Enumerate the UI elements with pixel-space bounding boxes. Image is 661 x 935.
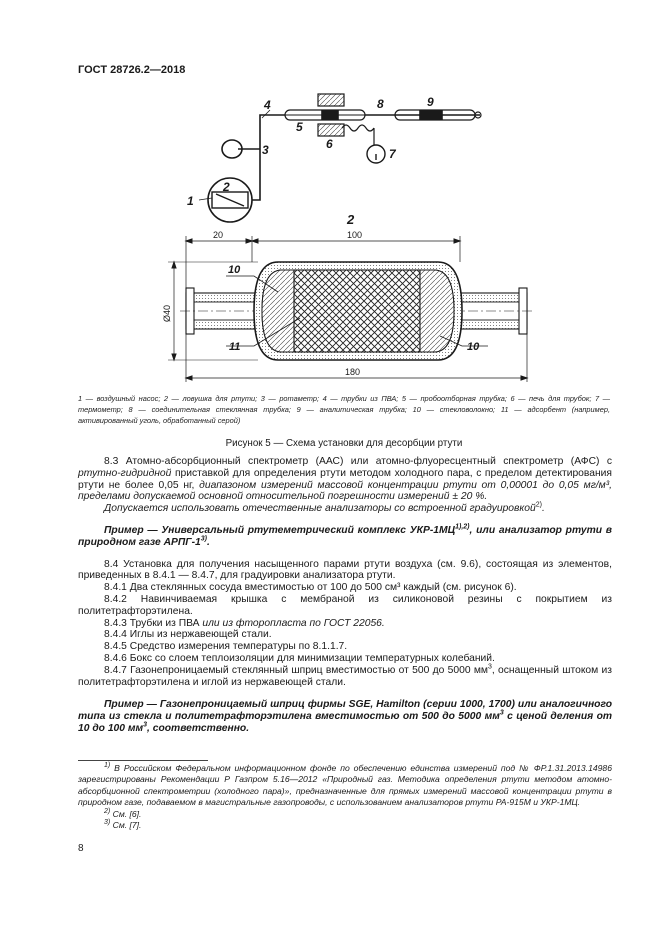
dim-diameter: Ø40 [162,304,172,322]
label-9: 9 [427,95,434,109]
figure-caption: Рисунок 5 — Схема установки для десорбции ртути [225,438,463,449]
figure-legend: 1 — воздушный насос; 2 — ловушка для ртути; 3 — ротаметр; 4 — трубки из ПВА; 5 — пробоотборная трубка; 6 — печь для трубок; 7 — термометр; 8 — соединительная стеклянная трубка; 9 — аналитическая трубка; 10 — стекловолокно; 11 — адсорбент (например, активированный уголь, обработанный серой) [78,394,610,426]
label-8: 8 [377,97,384,111]
example-2: Пример — Газонепроницаемый шприц фирмы SGE, Hamilton (серии 1000, 1700) или аналогичного типа из стекла и политетрафторэтилена вместимостью от 500 до 5000 $мм^3$ с ценой деления от 10 до 100 $мм^3$, соответственно. [78,699,613,734]
label-10-left: 10 [228,264,241,276]
paragraph-8-4-7: 8.4.7 Газонепроницаемый стеклянный шприц вместимостью от 500 до 5000 $мм^3$, оснащенный штоком из политетрафторэтилена и иглой из нержавеющей стали. [78,663,612,688]
footnotes [78,763,612,831]
paragraph-8-4-4: 8.4.4 Иглы из нержавеющей стали. [104,629,272,641]
scheme [199,94,481,222]
label-11: 11 [229,341,241,353]
furnace-top [318,94,344,106]
label-7: 7 [389,147,396,161]
paragraph-8-3: 8.3 Атомно-абсорбционный спектрометр (ААС) или атомно-флуоресцентный спектрометр (АФС) с ртутно-гидридной приставкой для определения ртути методом холодного пара, с пределом детектирования ртути не более 0,05 нг, диапазоном измерений массовой концентрации ртути от 0,00001 до 0,05 мг/м³, пределами допускаемой основной относительной погрешности измерений ± 20 %. [78,456,612,503]
footnote-1: $^{1)}$ В Российском Федеральном информационном фонде по обеспечению единства измерений под № ФР.1.31.2013.14986 зарегистрированы Рекомендации Р Газпром 5.16—2012 «Природный газ. Методика определения ртути методом атомно-абсорбционной спектрометрии (холодного пара)», предназначенные для прямых измерений массовой концентрации ртути в природном газе, подаваемом в магистральные газопроводы, с использованием анализаторов ртути РА-915М и УКР-1МЦ. [78,762,612,808]
detail-number: 2 [347,212,355,227]
paragraph-8-4-5: 8.4.5 Средство измерения температуры по 8.1.1.7. [104,641,348,653]
page-number: 8 [78,843,84,854]
body-text [78,456,612,735]
desorption-setup-figure [0,0,661,400]
label-10-right: 10 [467,341,480,353]
label-1: 1 [187,194,194,208]
dim-100: 100 [347,230,363,240]
detail-drawing [168,236,535,382]
label-2: 2 [223,180,230,194]
label-3: 3 [262,143,269,157]
paragraph-8-4-1: 8.4.1 Два стеклянных сосуда вместимостью от 100 до 500 см³ каждый (см. рисунок 6). [104,582,517,594]
footnote-2: $^{2)}$ См. [6]. [104,807,142,819]
footnote-3: $^{3)}$ См. [7]. [104,819,142,831]
label-5: 5 [296,120,303,134]
paragraph-allowed: Допускается использовать отечественные анализаторы со встроенной градуировкой$^{2)}$. [104,501,545,515]
paragraph-8-4-3: 8.4.3 Трубки из ПВА или из фторопласта по ГОСТ 22056. [104,617,385,629]
footnote-separator [78,760,208,761]
furnace-bottom [318,124,344,136]
document-header: ГОСТ 28726.2—2018 [78,64,186,76]
example-1: Пример — Универсальный ртутеметрический комплекс УКР-$1МЦ^{1),2)}$, или анализатор ртути в природном газе АРПГ-1$^{3)}$. [78,523,612,548]
label-4: 4 [264,98,271,112]
label-6: 6 [326,137,333,151]
paragraph-8-4-2: 8.4.2 Навинчиваемая крышка с мембраной из силиконовой резины с покрытием из политетрафторэтилена. [78,593,612,617]
paragraph-8-4-6: 8.4.6 Бокс со слоем теплоизоляции для минимизации температурных колебаний. [104,652,495,664]
dim-180: 180 [345,367,361,377]
paragraph-8-4: 8.4 Установка для получения насыщенного парами ртути воздуха (см. 9.6), состоящая из элементов, приведенных в 8.4.1 — 8.4.7, для градуировки анализатора ртути. [78,558,612,582]
dim-20: 20 [213,230,224,240]
